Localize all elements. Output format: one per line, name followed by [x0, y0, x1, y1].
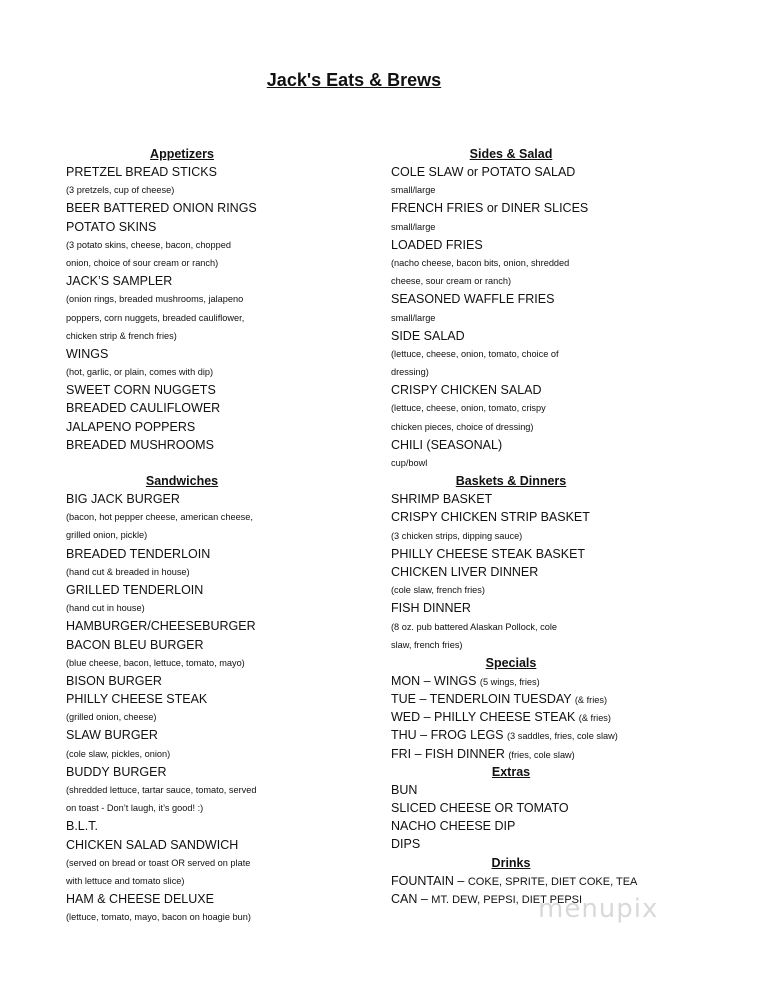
line-text: small/large: [391, 185, 436, 196]
line-text: (3 potato skins, cheese, bacon, chopped: [66, 239, 231, 250]
menu-item: [66, 545, 366, 563]
line-text: small/large: [391, 221, 436, 232]
special-note: (3 saddles, fries, cole slaw): [507, 731, 618, 742]
menu-item: [66, 890, 366, 908]
line-text: THU – FROG LEGS: [391, 728, 507, 743]
line-text: with lettuce and tomato slice): [66, 875, 185, 886]
line-text: FISH DINNER: [391, 601, 471, 616]
menu-item-description: [66, 872, 366, 890]
line-text: BUDDY BURGER: [66, 764, 167, 779]
menu-item-description: [391, 636, 721, 654]
menu-item: [66, 436, 366, 454]
menu-item-description: [66, 309, 366, 327]
menu-title: Jack's Eats & Brews: [266, 70, 442, 90]
line-text: small/large: [391, 312, 436, 323]
line-text: slaw, french fries): [391, 639, 463, 650]
menu-item: [391, 690, 721, 708]
menu-item-description: [391, 345, 721, 363]
menu-item-description: [66, 563, 366, 581]
menu-item: [391, 381, 721, 399]
line-text: (hot, garlic, or plain, comes with dip): [66, 367, 214, 378]
menu-item-description: [391, 454, 721, 472]
menu-item: [66, 581, 366, 599]
line-text: BISON BURGER: [66, 673, 162, 688]
menupix-watermark: menupix: [538, 894, 659, 924]
line-text: grilled onion, pickle): [66, 530, 148, 541]
line-text: POTATO SKINS: [66, 219, 157, 234]
line-text: PHILLY CHEESE STEAK BASKET: [391, 546, 586, 561]
line-text: CHICKEN SALAD SANDWICH: [66, 837, 239, 852]
line-text: B.L.T.: [66, 819, 98, 834]
specials-section: [391, 654, 721, 763]
drink-options: MT. DEW, PEPSI, DIET PEPSI: [431, 893, 583, 906]
line-text: dressing): [391, 367, 429, 378]
menu-item-description: [66, 781, 366, 799]
special-note: (& fries): [574, 695, 608, 706]
menu-item: [391, 545, 721, 563]
menu-item-description: [391, 254, 721, 272]
line-text: cup/bowl: [391, 458, 428, 468]
line-text: (hand cut & breaded in house): [66, 566, 190, 577]
section-heading: Sandwiches: [145, 474, 219, 488]
menu-item-description: [66, 854, 366, 872]
special-note: (5 wings, fries): [479, 676, 540, 687]
line-text: CHILI (SEASONAL): [391, 437, 503, 452]
menu-item: [66, 345, 366, 363]
line-text: (lettuce, tomato, mayo, bacon on hoagie bun): [66, 912, 251, 923]
line-text: chicken strip & french fries): [66, 330, 177, 341]
line-text: BEER BATTERED ONION RINGS: [66, 201, 257, 216]
menu-item: [391, 872, 721, 890]
line-text: (blue cheese, bacon, lettuce, tomato, mayo): [66, 657, 245, 668]
section-heading: Extras: [491, 764, 531, 779]
menu-item: [391, 490, 721, 508]
line-text: CAN –: [391, 891, 432, 906]
line-text: SLAW BURGER: [66, 728, 158, 743]
menu-item: [66, 690, 366, 708]
left-column: [66, 145, 366, 927]
menu-item: [391, 745, 721, 763]
line-text: FRENCH FRIES or DINER SLICES: [391, 201, 589, 216]
menu-item-description: [66, 508, 366, 526]
menu-item: [391, 817, 721, 835]
menu-item: [66, 199, 366, 217]
line-text: (nacho cheese, bacon bits, onion, shredded: [391, 257, 570, 268]
section-heading: Sides & Salad: [469, 147, 553, 161]
menu-item-description: [391, 581, 721, 599]
section-heading: Specials: [485, 655, 537, 670]
line-text: NACHO CHEESE DIP: [391, 819, 516, 834]
line-text: TUE – TENDERLOIN TUESDAY: [391, 692, 575, 707]
menu-item-description: [66, 526, 366, 544]
menu-item: [391, 726, 721, 744]
line-text: cheese, sour cream or ranch): [391, 276, 511, 287]
line-text: (lettuce, cheese, onion, tomato, crispy: [391, 403, 546, 414]
line-text: COLE SLAW or POTATO SALAD: [391, 165, 576, 179]
extras-section: [391, 763, 721, 854]
menu-item: [391, 708, 721, 726]
menu-item: [66, 763, 366, 781]
line-text: (hand cut in house): [66, 603, 145, 614]
menu-item: [391, 563, 721, 581]
line-text: (3 pretzels, cup of cheese): [66, 185, 175, 196]
menu-item: [66, 272, 366, 290]
sandwiches-section: [66, 472, 366, 927]
right-column: [391, 145, 721, 908]
menu-item-description: [391, 363, 721, 381]
menu-item-description: [391, 527, 721, 545]
line-text: CRISPY CHICKEN SALAD: [391, 383, 542, 398]
menu-item-description: [66, 599, 366, 617]
line-text: SHRIMP BASKET: [391, 492, 493, 507]
menu-item: [391, 835, 721, 853]
appetizers-section: [66, 145, 366, 454]
menu-item: [66, 163, 366, 181]
menu-item-description: [66, 363, 366, 381]
menu-item: [391, 290, 721, 308]
line-text: BACON BLEU BURGER: [66, 637, 204, 652]
menu-item: [66, 672, 366, 690]
line-text: BREADED CAULIFLOWER: [66, 401, 221, 416]
line-text: WINGS: [66, 346, 109, 361]
line-text: (served on bread or toast OR served on plate: [66, 857, 251, 868]
line-text: PRETZEL BREAD STICKS: [66, 165, 217, 179]
section-heading: Baskets & Dinners: [455, 474, 567, 489]
line-text: JALAPENO POPPERS: [66, 419, 196, 434]
menu-item: [391, 799, 721, 817]
menu-item-description: [391, 218, 721, 236]
line-text: FRI – FISH DINNER: [391, 746, 509, 761]
section-heading: Appetizers: [150, 147, 214, 161]
menu-item: [391, 436, 721, 454]
line-text: (bacon, hot pepper cheese, american cheese,: [66, 512, 253, 523]
line-text: BIG JACK BURGER: [66, 492, 180, 506]
menu-item-description: [66, 908, 366, 926]
line-text: on toast - Don’t laugh, it’s good! :): [66, 803, 204, 814]
line-text: CRISPY CHICKEN STRIP BASKET: [391, 510, 590, 525]
line-text: HAMBURGER/CHEESEBURGER: [66, 619, 256, 634]
line-text: HAM & CHEESE DELUXE: [66, 892, 214, 907]
menu-item: [66, 490, 366, 508]
menu-item-description: [391, 181, 721, 199]
line-text: FOUNTAIN –: [391, 873, 468, 888]
menu-item-description: [66, 327, 366, 345]
menu-item: [391, 163, 721, 181]
menu-item: [66, 418, 366, 436]
special-note: (fries, cole slaw): [508, 749, 575, 760]
drink-options: COKE, SPRITE, DIET COKE, TEA: [467, 875, 638, 888]
line-text: JACK’S SAMPLER: [66, 274, 173, 289]
baskets-dinners-section: [391, 472, 721, 654]
menu-item: [66, 399, 366, 417]
line-text: MON – WINGS: [391, 673, 480, 688]
line-text: (grilled onion, cheese): [66, 712, 157, 723]
menu-item-description: [391, 309, 721, 327]
line-text: CHICKEN LIVER DINNER: [391, 564, 539, 579]
menu-item-description: [66, 654, 366, 672]
menu-item: [66, 836, 366, 854]
menu-item-description: [391, 418, 721, 436]
line-text: BREADED TENDERLOIN: [66, 546, 211, 561]
menu-item: [66, 617, 366, 635]
line-text: BREADED MUSHROOMS: [66, 437, 214, 452]
menu-item-description: [391, 399, 721, 417]
line-text: DIPS: [391, 837, 421, 852]
menu-item-description: [66, 799, 366, 817]
line-text: (cole slaw, french fries): [391, 585, 485, 596]
line-text: BUN: [391, 782, 418, 797]
line-text: onion, choice of sour cream or ranch): [66, 257, 219, 268]
menu-item-description: [66, 708, 366, 726]
menu-item: [66, 381, 366, 399]
menu-item-description: [66, 290, 366, 308]
line-text: SIDE SALAD: [391, 328, 465, 343]
line-text: (cole slaw, pickles, onion): [66, 748, 171, 759]
sides-salad-section: [391, 145, 721, 472]
special-note: (& fries): [578, 713, 611, 724]
menu-item: [66, 636, 366, 654]
menu-item-description: [66, 745, 366, 763]
line-text: (onion rings, breaded mushrooms, jalapeno: [66, 294, 244, 305]
line-text: poppers, corn nuggets, breaded cauliflower,: [66, 312, 245, 323]
section-heading: Drinks: [491, 855, 531, 870]
line-text: (shredded lettuce, tartar sauce, tomato, served: [66, 785, 257, 795]
menu-item-description: [391, 618, 721, 636]
menu-item: [391, 599, 721, 617]
menu-item-description: [66, 254, 366, 272]
menu-item-description: [391, 272, 721, 290]
line-text: (3 chicken strips, dipping sauce): [391, 530, 523, 541]
menu-item: [66, 817, 366, 835]
menu-item: [391, 672, 721, 690]
line-text: (lettuce, cheese, onion, tomato, choice of: [391, 348, 559, 359]
line-text: SEASONED WAFFLE FRIES: [391, 292, 555, 307]
menu-item: [391, 327, 721, 345]
line-text: chicken pieces, choice of dressing): [391, 421, 534, 432]
menu-item: [391, 199, 721, 217]
line-text: SLICED CHEESE OR TOMATO: [391, 801, 569, 815]
menu-item: [66, 218, 366, 236]
menu-item: [391, 236, 721, 254]
menu-item: [391, 508, 721, 526]
menu-item: [391, 781, 721, 799]
menu-item-description: [66, 181, 366, 199]
menu-item: [66, 726, 366, 744]
line-text: WED – PHILLY CHEESE STEAK: [391, 710, 579, 725]
line-text: LOADED FRIES: [391, 237, 483, 252]
line-text: SWEET CORN NUGGETS: [66, 383, 216, 398]
menu-item-description: [66, 236, 366, 254]
line-text: GRILLED TENDERLOIN: [66, 582, 204, 597]
line-text: PHILLY CHEESE STEAK: [66, 692, 208, 707]
line-text: (8 oz. pub battered Alaskan Pollock, cole: [391, 621, 557, 632]
